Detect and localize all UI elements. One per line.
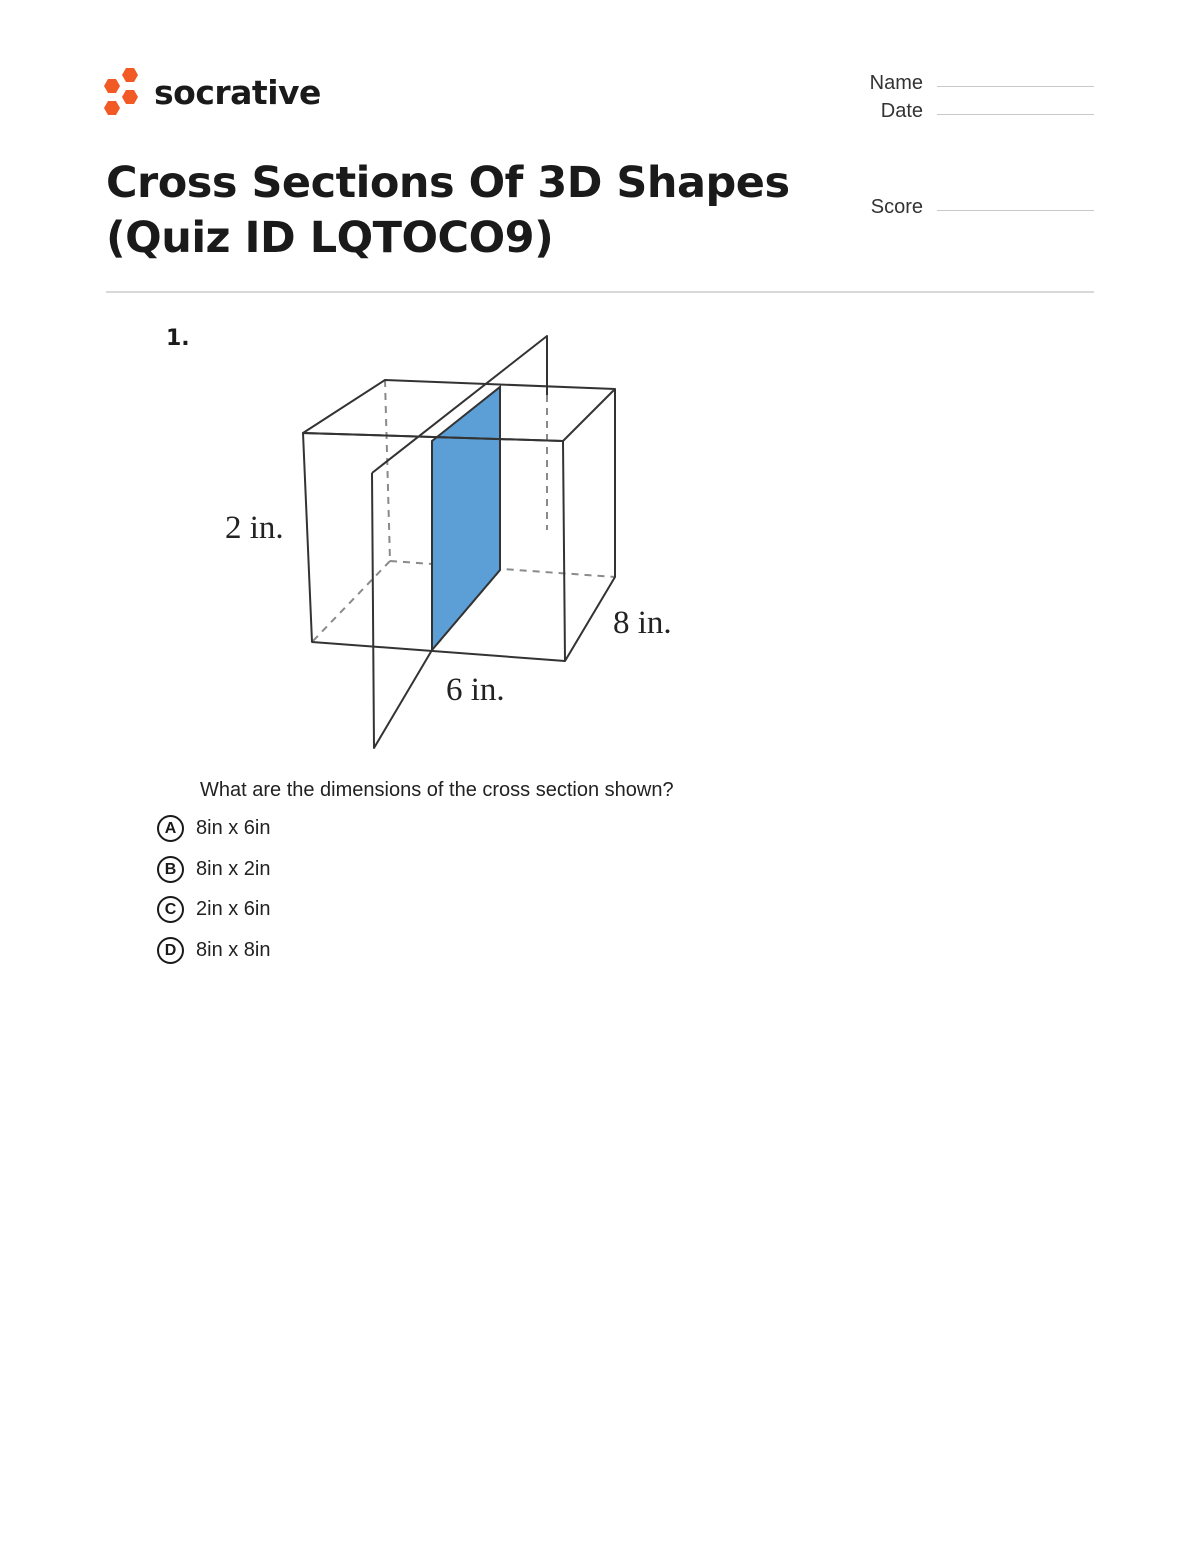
choice-c[interactable] — [157, 896, 271, 923]
depth-label: 8 in. — [613, 605, 672, 641]
question-number: 1. — [166, 326, 190, 351]
date-field[interactable] — [860, 100, 1094, 123]
cross-section-fill — [432, 387, 500, 650]
logo-wordmark: socrative — [154, 72, 321, 112]
choice-b-circle[interactable]: B — [157, 856, 184, 883]
choice-d[interactable] — [157, 937, 271, 964]
socrative-hexagon-icon — [104, 68, 142, 116]
choice-c-circle[interactable]: C — [157, 896, 184, 923]
score-label: Score — [870, 196, 923, 218]
choice-b-text: 8in x 2in — [196, 858, 271, 880]
choice-d-circle[interactable]: D — [157, 937, 184, 964]
height-label: 2 in. — [225, 510, 284, 546]
date-line[interactable] — [937, 113, 1094, 115]
name-line[interactable] — [937, 85, 1094, 87]
header-divider — [106, 291, 1094, 293]
score-field[interactable] — [860, 196, 1094, 219]
choice-a-text: 8in x 6in — [196, 817, 271, 839]
question-text: What are the dimensions of the cross section shown? — [200, 779, 674, 801]
choice-c-text: 2in x 6in — [196, 898, 271, 920]
score-line[interactable] — [937, 209, 1094, 211]
choice-d-text: 8in x 8in — [196, 939, 271, 961]
date-label: Date — [880, 100, 923, 122]
name-label: Name — [869, 72, 923, 94]
choice-a[interactable] — [157, 815, 271, 842]
choice-a-circle[interactable]: A — [157, 815, 184, 842]
width-label: 6 in. — [446, 672, 505, 708]
cross-section-figure — [200, 330, 700, 760]
choice-b[interactable] — [157, 856, 271, 883]
socrative-logo — [104, 68, 321, 116]
quiz-title: Cross Sections Of 3D Shapes (Quiz ID LQTOCO9) — [106, 158, 790, 263]
name-field[interactable] — [860, 72, 1094, 95]
